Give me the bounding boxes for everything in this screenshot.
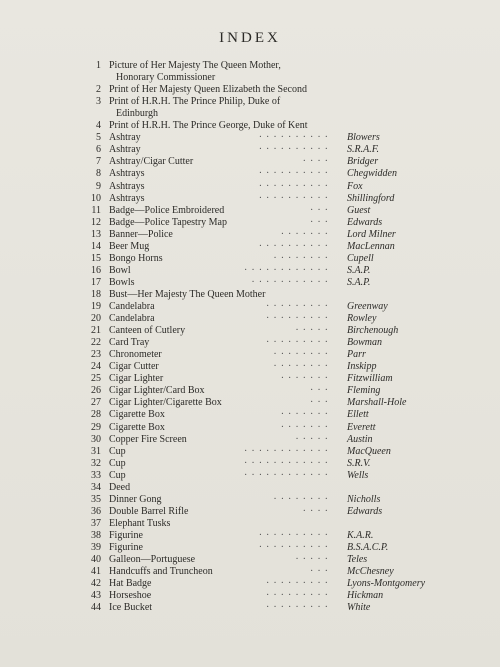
entry-item: Banner—Police xyxy=(109,228,173,240)
entry-item: Cigar Lighter xyxy=(109,373,164,385)
entry-item: Ashtray xyxy=(109,144,141,156)
index-entry xyxy=(0,482,500,494)
index-entry xyxy=(0,60,500,72)
entry-item: Elephant Tusks xyxy=(109,517,171,529)
index-entry xyxy=(0,96,500,108)
entry-item: Beer Mug xyxy=(109,240,150,252)
index-entry xyxy=(0,566,500,578)
index-entry xyxy=(0,458,500,470)
index-entry xyxy=(0,422,500,434)
entry-donor: White xyxy=(347,602,371,614)
entry-donor: Greenway xyxy=(347,301,388,312)
index-entry xyxy=(0,229,500,241)
entry-item: Candelabra xyxy=(109,313,155,325)
index-entry xyxy=(0,253,500,265)
leader-dots: ···· xyxy=(302,505,332,517)
entry-number: 6 xyxy=(96,144,101,156)
entry-number: 3 xyxy=(96,96,101,108)
entry-item: Handcuffs and Truncheon xyxy=(109,566,213,578)
leader-dots: ······· xyxy=(280,421,332,433)
leader-dots: ············ xyxy=(244,457,332,469)
index-entry xyxy=(0,289,500,301)
entry-donor: Nicholls xyxy=(347,493,381,505)
entry-item: Ashtray/Cigar Cutter xyxy=(109,156,194,168)
entry-donor: Teles xyxy=(347,554,368,566)
index-entry xyxy=(0,409,500,421)
index-entry xyxy=(0,84,500,96)
index-entry xyxy=(0,325,500,337)
index-entry xyxy=(0,554,500,566)
entry-donor: S.R.A.F. xyxy=(347,144,380,156)
entry-number: 11 xyxy=(91,204,101,216)
leader-dots: ··········· xyxy=(251,276,332,288)
index-entry xyxy=(0,530,500,542)
entry-item: Bowl xyxy=(109,264,131,276)
entry-item: Print of Her Majesty Queen Elizabeth the Second xyxy=(109,84,307,96)
entry-number: 27 xyxy=(91,397,101,409)
entry-number: 44 xyxy=(91,602,101,614)
leader-dots: ············ xyxy=(244,445,332,457)
entry-number: 32 xyxy=(91,457,101,469)
index-entry xyxy=(0,590,500,602)
entry-number: 24 xyxy=(91,361,101,373)
entry-donor: Edwards xyxy=(347,505,383,517)
entry-donor: Blowers xyxy=(347,132,380,144)
leader-dots: ········· xyxy=(266,590,332,602)
leader-dots: ·········· xyxy=(258,132,332,144)
entry-number: 31 xyxy=(91,445,101,457)
leader-dots: ··· xyxy=(310,566,332,578)
entry-item: Ashtrays xyxy=(109,168,145,180)
index-entry xyxy=(0,446,500,458)
entry-number: 13 xyxy=(91,228,101,240)
entry-item: Cup xyxy=(109,445,126,457)
page-title: INDEX xyxy=(219,30,281,46)
entry-item: Bongo Horns xyxy=(109,252,163,264)
index-entry xyxy=(0,506,500,518)
entry-number: 34 xyxy=(91,481,101,493)
entry-item: Cigarette Box xyxy=(109,409,165,421)
leader-dots: ·········· xyxy=(258,192,332,204)
index-entry xyxy=(0,397,500,409)
entry-donor: MacQueen xyxy=(347,445,391,457)
entry-donor: Inskipp xyxy=(347,361,377,373)
entry-item: Galleon—Portuguese xyxy=(109,554,196,566)
entry-item: Print of H.R.H. The Prince Philip, Duke of xyxy=(109,96,281,108)
leader-dots: ··· xyxy=(310,397,332,409)
entry-item: Cigarette Box xyxy=(109,421,165,433)
entry-number: 21 xyxy=(91,325,101,337)
leader-dots: ········· xyxy=(266,337,332,349)
leader-dots: ·········· xyxy=(258,168,332,180)
entry-item: Cigar Lighter/Cigarette Box xyxy=(109,397,222,409)
entry-number: 26 xyxy=(91,385,101,397)
index-entry xyxy=(0,518,500,530)
entry-item: Bust—Her Majesty The Queen Mother xyxy=(109,288,266,300)
entry-donor: Shillingford xyxy=(347,192,395,204)
entry-number: 1 xyxy=(96,60,101,71)
entry-number: 7 xyxy=(96,156,101,168)
entry-item: Cup xyxy=(109,457,126,469)
leader-dots: ············ xyxy=(244,469,332,481)
entry-item: Canteen of Cutlery xyxy=(109,325,186,337)
entry-number: 10 xyxy=(91,192,101,204)
leader-dots: ······· xyxy=(280,373,332,385)
entry-donor: MacLennan xyxy=(347,240,395,252)
entry-item: Hat Badge xyxy=(109,578,152,590)
entry-donor: Lord Milner xyxy=(347,228,396,240)
leader-dots: ·········· xyxy=(258,180,332,192)
entry-item: Card Tray xyxy=(109,337,150,349)
entry-number: 9 xyxy=(96,180,101,192)
entry-donor: Parr xyxy=(347,349,366,361)
leader-dots: ········ xyxy=(273,252,332,264)
entry-item: Double Barrel Rifle xyxy=(109,505,189,517)
entry-number: 22 xyxy=(91,337,101,349)
entry-number: 30 xyxy=(91,433,101,445)
entry-item: Ice Bucket xyxy=(109,602,153,614)
entry-donor: B.S.A.C.P. xyxy=(347,542,389,553)
entry-item: Cigar Cutter xyxy=(109,361,159,373)
index-entry xyxy=(0,217,500,229)
index-entry xyxy=(0,301,500,313)
entry-number: 28 xyxy=(91,409,101,421)
entry-item: Cigar Lighter/Card Box xyxy=(109,385,205,397)
entry-number: 16 xyxy=(91,264,101,276)
entry-number: 19 xyxy=(91,301,101,312)
index-entry xyxy=(0,132,500,144)
index-entry xyxy=(0,602,500,614)
entry-item: Figurine xyxy=(109,529,143,541)
entry-number: 8 xyxy=(96,168,101,180)
leader-dots: ··· xyxy=(310,216,332,228)
leader-dots: ············ xyxy=(244,264,332,276)
entry-donor: Guest xyxy=(347,204,371,216)
entry-item: Dinner Gong xyxy=(109,493,162,505)
entry-item: Cup xyxy=(109,469,126,481)
leader-dots: ········ xyxy=(273,349,332,361)
index-entry xyxy=(0,205,500,217)
leader-dots: ··· xyxy=(310,204,332,216)
entry-item: Ashtrays xyxy=(109,180,145,192)
entry-donor: K.A.R. xyxy=(347,529,374,541)
entry-item: Badge—Police Embroidered xyxy=(109,204,225,216)
entry-donor: Bridger xyxy=(347,156,379,168)
leader-dots: ······· xyxy=(280,228,332,240)
entry-item: Badge—Police Tapestry Map xyxy=(109,216,227,228)
index-entry xyxy=(0,434,500,446)
entry-donor: Cupell xyxy=(347,252,374,264)
entry-donor: Edwards xyxy=(347,216,383,228)
entry-donor: Hickman xyxy=(347,590,384,602)
index-entry xyxy=(0,265,500,277)
entry-donor: Chegwidden xyxy=(347,168,397,180)
entry-number: 39 xyxy=(91,542,101,553)
entry-donor: Fleming xyxy=(347,385,381,397)
entry-donor: Austin xyxy=(347,433,373,445)
entry-donor: Everett xyxy=(347,421,376,433)
entry-number: 38 xyxy=(91,529,101,541)
entry-donor: Ellett xyxy=(347,409,369,421)
entry-number: 35 xyxy=(91,493,101,505)
entry-number: 14 xyxy=(91,240,101,252)
index-entry xyxy=(0,337,500,349)
entry-donor: Fox xyxy=(347,180,363,192)
leader-dots: ······· xyxy=(280,409,332,421)
entry-item: Bowls xyxy=(109,276,135,288)
index-entry xyxy=(0,361,500,373)
entry-item: Ashtrays xyxy=(109,192,145,204)
leader-dots: ········· xyxy=(266,301,332,312)
entry-number: 29 xyxy=(91,421,101,433)
entry-donor: Lyons-Montgomery xyxy=(347,578,426,590)
index-entry xyxy=(0,373,500,385)
entry-number: 5 xyxy=(96,132,101,144)
entry-item: Copper Fire Screen xyxy=(109,433,187,445)
index-entry xyxy=(0,156,500,168)
leader-dots: ··· xyxy=(310,385,332,397)
index-entry xyxy=(0,494,500,506)
entry-donor: Fitzwilliam xyxy=(347,373,393,385)
entry-item-continuation: Honorary Commissioner xyxy=(116,72,216,84)
index-entry xyxy=(0,542,500,554)
entry-item: Print of H.R.H. The Prince George, Duke of Kent xyxy=(109,120,308,132)
entry-number: 18 xyxy=(91,288,101,300)
index-entry xyxy=(0,313,500,325)
entry-number: 15 xyxy=(91,252,101,264)
entry-number: 40 xyxy=(91,554,101,566)
entry-item: Ashtray xyxy=(109,132,141,144)
index-entry xyxy=(0,578,500,590)
entry-number: 33 xyxy=(91,469,101,481)
index-entry-continuation xyxy=(0,72,500,84)
entry-number: 42 xyxy=(91,578,101,590)
leader-dots: ·········· xyxy=(258,529,332,541)
entry-number: 4 xyxy=(96,120,101,132)
entry-donor: Rowley xyxy=(347,313,377,325)
index-entry xyxy=(0,349,500,361)
entry-donor: Birchenough xyxy=(347,325,399,337)
entry-item: Deed xyxy=(109,481,131,493)
entry-item: Horseshoe xyxy=(109,590,152,602)
leader-dots: ········· xyxy=(266,313,332,325)
entry-donor: Wells xyxy=(347,469,369,481)
entry-number: 20 xyxy=(91,313,101,325)
index-entry xyxy=(0,385,500,397)
leader-dots: ····· xyxy=(295,325,332,337)
index-entry-continuation xyxy=(0,108,500,120)
entry-number: 25 xyxy=(91,373,101,385)
entry-number: 36 xyxy=(91,505,101,517)
entry-donor: S.R.V. xyxy=(347,457,371,469)
index-entry xyxy=(0,241,500,253)
entry-number: 41 xyxy=(91,566,101,578)
index-entry xyxy=(0,277,500,289)
leader-dots: ·········· xyxy=(258,542,332,553)
entry-donor: S.A.P. xyxy=(347,264,371,276)
entry-number: 12 xyxy=(91,216,101,228)
leader-dots: ········ xyxy=(273,361,332,373)
entry-number: 37 xyxy=(91,517,101,529)
index-entry xyxy=(0,193,500,205)
entry-item: Picture of Her Majesty The Queen Mother, xyxy=(109,60,281,71)
entry-number: 17 xyxy=(91,276,101,288)
leader-dots: ···· xyxy=(302,156,332,168)
leader-dots: ·········· xyxy=(258,240,332,252)
entry-number: 23 xyxy=(91,349,101,361)
leader-dots: ········ xyxy=(273,493,332,505)
index-entry xyxy=(0,144,500,156)
entry-donor: Bowman xyxy=(347,337,382,349)
leader-dots: ·········· xyxy=(258,144,332,156)
entry-donor: S.A.P. xyxy=(347,276,371,288)
entry-item: Candelabra xyxy=(109,301,155,312)
leader-dots: ····· xyxy=(295,433,332,445)
leader-dots: ········· xyxy=(266,578,332,590)
entry-item-continuation: Edinburgh xyxy=(116,108,159,120)
index-entry xyxy=(0,168,500,180)
entry-donor: McChesney xyxy=(347,566,394,578)
entry-number: 43 xyxy=(91,590,101,602)
entry-item: Chronometer xyxy=(109,349,162,361)
entry-number: 2 xyxy=(96,84,101,96)
index-entry xyxy=(0,120,500,132)
index-entry xyxy=(0,181,500,193)
leader-dots: ····· xyxy=(295,554,332,566)
index-entry xyxy=(0,470,500,482)
entry-donor: Marshall-Hole xyxy=(347,397,407,409)
entry-item: Figurine xyxy=(109,542,143,553)
leader-dots: ········· xyxy=(266,602,332,614)
